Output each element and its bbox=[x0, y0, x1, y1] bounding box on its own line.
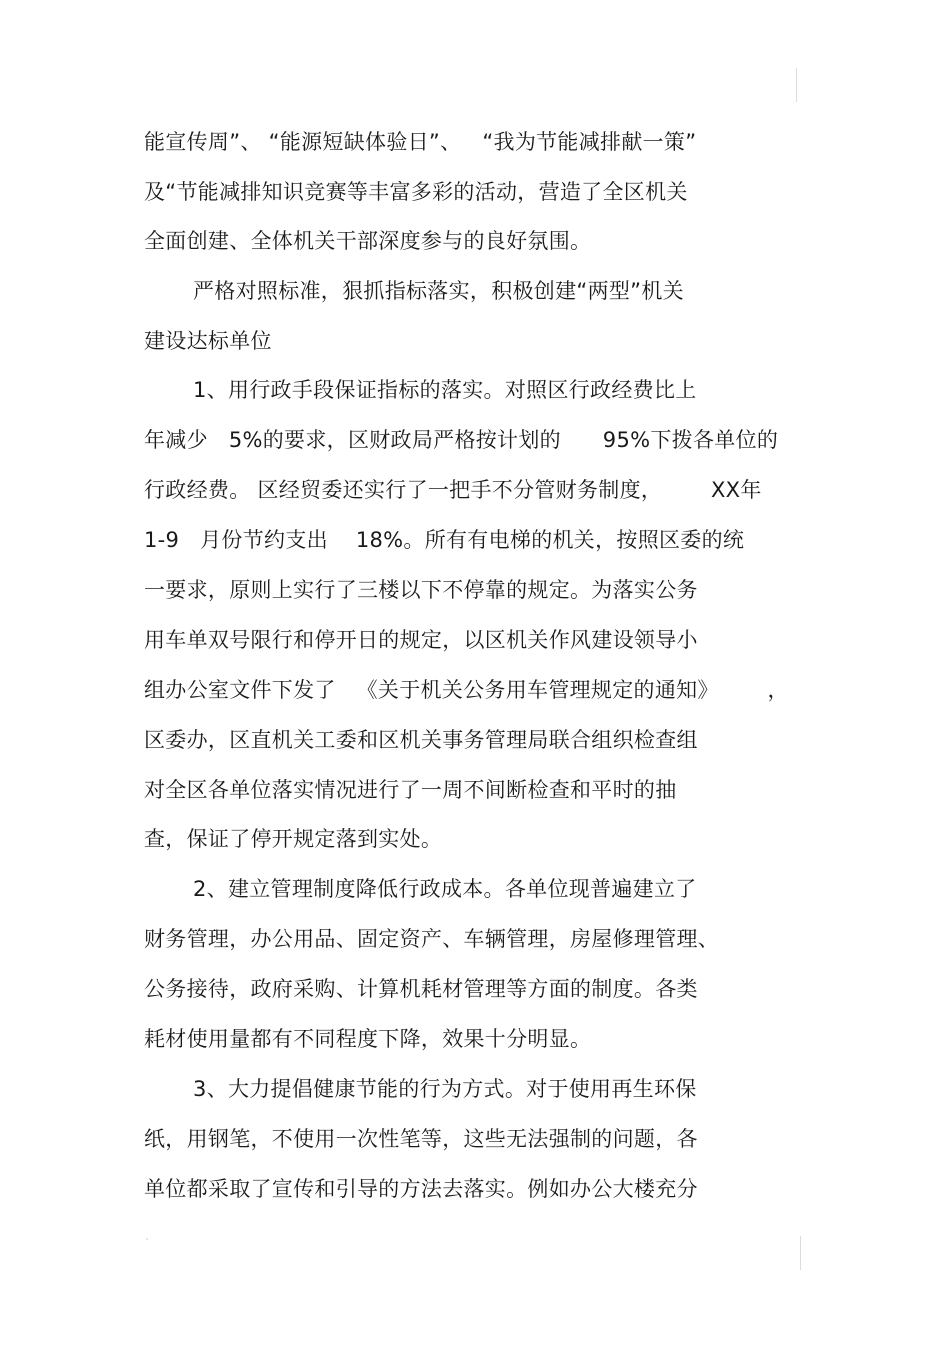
text-line: 耗材使用量都有不同程度下降，效果十分明显。 bbox=[144, 1027, 592, 1051]
text-line: 行政经费。 区经贸委还实行了一把手不分管财务制度， XX年 bbox=[144, 478, 762, 502]
text-line: 一要求，原则上实行了三楼以下不停靠的规定。为落实公务 bbox=[144, 578, 698, 602]
text-line: 全面创建、全体机关干部深度参与的良好氛围。 bbox=[144, 229, 592, 253]
text-line: 财务管理，办公用品、固定资产、车辆管理，房屋修理管理、 bbox=[144, 927, 720, 951]
text-line: 单位都采取了宣传和引导的方法去落实。例如办公大楼充分 bbox=[144, 1177, 698, 1201]
text-line: 纸，用钢笔，不使用一次性笔等，这些无法强制的问题，各 bbox=[144, 1127, 698, 1151]
text-line: 3、大力提倡健康节能的行为方式。对于使用再生环保 bbox=[193, 1077, 697, 1101]
margin-mark-top bbox=[796, 68, 797, 102]
text-line: 对全区各单位落实情况进行了一周不间断检查和平时的抽 bbox=[144, 778, 677, 802]
margin-dot bbox=[146, 1238, 148, 1240]
text-line: 能宣传周”、 “能源短缺体验日”、 “我为节能减排献一策” bbox=[144, 130, 697, 154]
text-line: 及“节能减排知识竞赛等丰富多彩的活动，营造了全区机关 bbox=[144, 180, 688, 204]
text-line: 2、建立管理制度降低行政成本。各单位现普遍建立了 bbox=[193, 877, 697, 901]
text-line: 组办公室文件下发了 《关于机关公务用车管理规定的通知》 ， bbox=[144, 678, 789, 702]
margin-mark-bottom bbox=[800, 1236, 801, 1270]
text-line: 用车单双号限行和停开日的规定，以区机关作风建设领导小 bbox=[144, 628, 698, 652]
text-line: 1-9 月份节约支出 18%。所有有电梯的机关，按照区委的统 bbox=[144, 528, 745, 552]
text-line: 年减少 5%的要求，区财政局严格按计划的 95%下拨各单位的 bbox=[144, 428, 779, 452]
text-line: 查，保证了停开规定落到实处。 bbox=[144, 827, 443, 851]
section-heading: 严格对照标准，狠抓指标落实，积极创建“两型”机关 bbox=[193, 279, 684, 303]
text-line: 公务接待，政府采购、计算机耗材管理等方面的制度。各类 bbox=[144, 977, 698, 1001]
section-heading: 建设达标单位 bbox=[144, 329, 272, 353]
text-line: 区委办，区直机关工委和区机关事务管理局联合组织检查组 bbox=[144, 728, 698, 752]
text-line: 1、用行政手段保证指标的落实。对照区行政经费比上 bbox=[193, 378, 697, 402]
